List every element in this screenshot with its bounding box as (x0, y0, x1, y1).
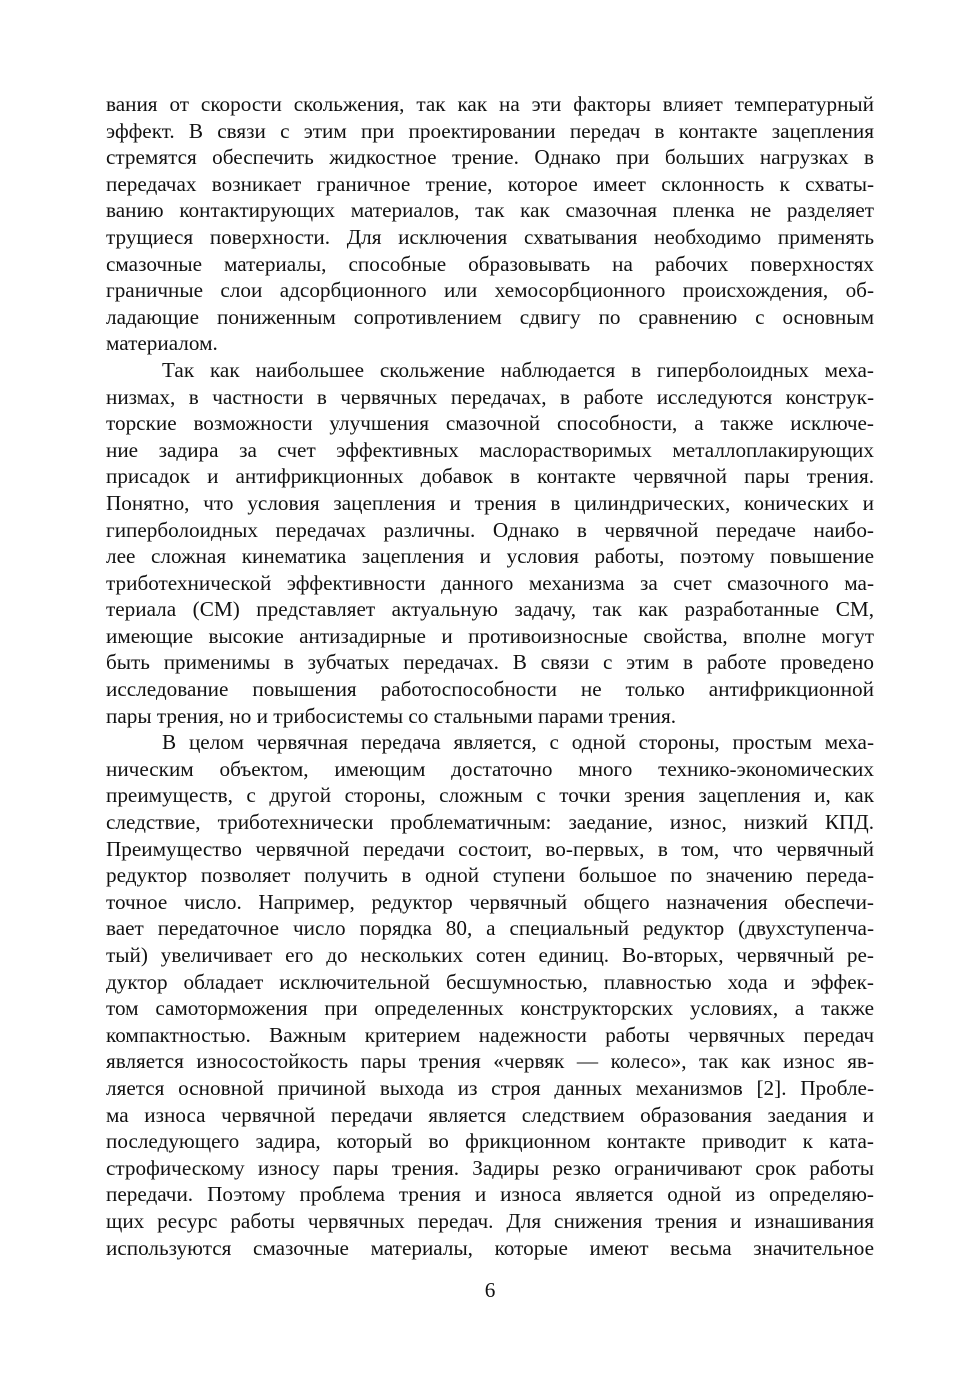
text-line: дуктор обладает исключительной бесшумностью, плавностью хода и эффек- (106, 969, 874, 994)
text-line: ванию контактирующих материалов, так как смазочная пленка не разделяет (106, 198, 874, 223)
text-line: компактностью. Важным критерием надежности работы червячных передач (106, 1022, 874, 1047)
text-line: материалом. (106, 331, 218, 356)
text-line: териала (СМ) представляет актуальную задачу, так как разработанные СМ, (106, 597, 874, 622)
text-line: является износостойкость пары трения «червяк — колесо», так как износ яв- (106, 1049, 874, 1074)
text-line: триботехнической эффективности данного механизма за счет смазочного ма- (106, 570, 874, 595)
text-line: вает передаточное число порядка 80, а специальный редуктор (двухступенча- (106, 916, 874, 941)
text-line: смазочные материалы, способные образовывать на рабочих поверхностях (106, 251, 874, 276)
text-line: том самоторможения при определенных конструкторских условиях, а также (106, 996, 874, 1021)
text-line: ляется основной причиной выхода из строя данных механизмов [2]. Пробле- (106, 1075, 874, 1100)
text-line: тый) увеличивает его до нескольких сотен единиц. Во-вторых, червячный ре- (106, 943, 874, 967)
text-line: Преимущество червячной передачи состоит, во-первых, в том, что червячный (106, 836, 874, 861)
text-line: редуктор позволяет получить в одной ступени большое по значению переда- (106, 863, 874, 888)
text-line: низмах, в частности в червячных передачах, в работе исследуются конструк- (106, 384, 874, 409)
text-line: пары трения, но и трибосистемы со стальными парами трения. (106, 703, 677, 728)
text-line: точное число. Например, редуктор червячный общего назначения обеспечи- (106, 889, 874, 914)
text-line: используются смазочные материалы, которые имеют весьма значительное (106, 1235, 874, 1260)
text-line: исследование повышения работоспособности не только антифрикционной (106, 677, 874, 702)
text-line: граничные слои адсорбционного или хемосорбционного происхождения, об- (106, 278, 874, 303)
text-line: передачи. Поэтому проблема трения и износа является одной из определяю- (106, 1182, 874, 1207)
paragraph-first-line: Так как наибольшее скольжение наблюдается в гиперболоидных меха- (162, 357, 874, 382)
text-line: щих ресурс работы червячных передач. Для снижения трения и изнашивания (106, 1208, 874, 1233)
paragraph-first-line: В целом червячная передача является, с одной стороны, простым меха- (162, 730, 874, 755)
text-line: гиперболоидных передачах различны. Однако в червячной передаче наибо- (106, 517, 874, 542)
text-line: стремятся обеспечить жидкостное трение. Однако при больших нагрузках в (106, 145, 874, 170)
text-line: следствие, триботехнически проблематичным: заедание, износ, низкий КПД. (106, 810, 874, 835)
text-line: Понятно, что условия зацепления и трения в цилиндрических, конических и (106, 490, 874, 515)
text-line: присадок и антифрикционных добавок в контакте червячной пары трения. (106, 464, 874, 489)
text-line: последующего задира, который во фрикционном контакте приводит к ката- (106, 1129, 874, 1154)
text-line: торские возможности улучшения смазочной способности, а также исключе- (106, 411, 874, 436)
text-line: лее сложная кинематика зацепления и условия работы, поэтому повышение (106, 544, 874, 569)
text-line: ладающие пониженным сопротивлением сдвигу по сравнению с основным (106, 304, 874, 329)
text-line: имеющие высокие антизадирные и противоизносные свойства, вполне могут (106, 623, 874, 648)
text-line: вания от скорости скольжения, так как на эти факторы влияет температурный (106, 92, 874, 116)
text-line: преимуществ, с другой стороны, сложным с точки зрения зацепления и, как (106, 783, 874, 808)
text-line: строфическому износу пары трения. Задиры резко ограничивают срок работы (106, 1155, 874, 1180)
text-line: быть применимы в зубчатых передачах. В связи с этим в работе проведено (106, 650, 874, 675)
text-line: трущиеся поверхности. Для исключения схватывания необходимо применять (106, 224, 874, 249)
text-line: эффект. В связи с этим при проектировании передач в контакте зацепления (106, 118, 874, 143)
text-line: передачах возникает граничное трение, которое имеет склонность к схваты- (106, 171, 874, 196)
text-line: ма износа червячной передачи является следствием образования заедания и (106, 1102, 874, 1127)
text-line: ническим объектом, имеющим достаточно много технико-экономических (106, 756, 874, 781)
text-line: ние задира за счет эффективных маслорастворимых металлоплакирующих (106, 437, 874, 462)
body-text (106, 91, 874, 1261)
page-number: 6 (484, 1278, 496, 1302)
